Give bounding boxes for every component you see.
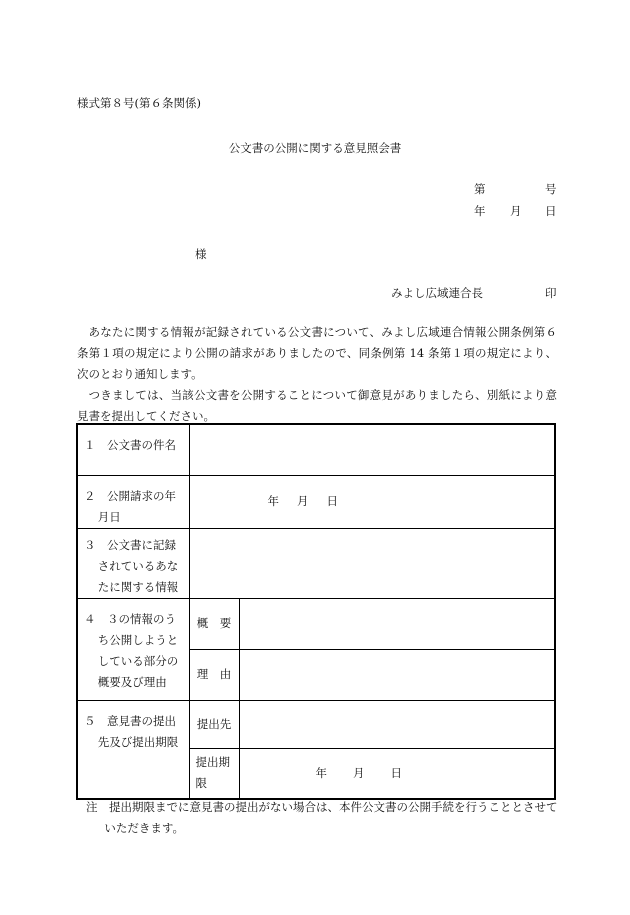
- row-submission-deadline-value: 年 月 日: [239, 748, 555, 799]
- doc-number-prefix: 第: [474, 182, 486, 196]
- sender-name: みよし広域連合長: [391, 286, 483, 300]
- row-submission-label: ５ 意見書の提出先及び提出期限: [77, 700, 189, 799]
- row-document-name-label: １ 公文書の件名: [77, 424, 189, 475]
- form-number: 様式第８号(第６条関係): [77, 96, 201, 110]
- row-recorded-info-label: ３ 公文書に記録されているあなたに関する情報: [77, 528, 189, 598]
- row-disclosure-summary-value: [239, 598, 555, 649]
- date-day: 日: [545, 204, 557, 218]
- body-paragraph-2: つきましては、当該公文書を公開することについて御意見がありましたら、別紙により意見書を提出してください。: [77, 388, 557, 423]
- row-recorded-info-value: [189, 528, 555, 598]
- doc-number-suffix: 号: [545, 182, 557, 196]
- document-title: 公文書の公開に関する意見照会書: [228, 141, 402, 155]
- footnote: 注 提出期限までに意見書の提出がない場合は、本件公文書の公開手続を行うこととさせていただきます。: [86, 800, 558, 835]
- row-request-date-value: 年 月 日: [189, 475, 555, 528]
- seal-mark: 印: [545, 286, 557, 300]
- row-disclosure-summary-label: 概 要: [189, 598, 239, 649]
- information-table: [76, 423, 556, 800]
- row-document-name-value: [189, 424, 555, 475]
- row-submission-destination-label: 提出先: [189, 700, 239, 748]
- row-disclosure-reason-value: [239, 649, 555, 700]
- date-year: 年: [474, 204, 486, 218]
- row-request-date-label: ２ 公開請求の年月日: [77, 475, 189, 528]
- row-disclosure-part-label: ４ ３の情報のうち公開しようとしている部分の概要及び理由: [77, 598, 189, 700]
- date-month: 月: [510, 204, 522, 218]
- body-paragraph-1: あなたに関する情報が記録されている公文書について、みよし広域連合情報公開条例第６条第１項の規定により公開の請求がありましたので、同条例第 14 条第１項の規定により、次のとおり通知します。: [77, 325, 557, 381]
- row-disclosure-reason-label: 理 由: [189, 649, 239, 700]
- addressee-honorific: 様: [195, 247, 207, 261]
- row-submission-deadline-label: 提出期限: [189, 748, 239, 799]
- row-submission-destination-value: [239, 700, 555, 748]
- body-text: [77, 322, 557, 427]
